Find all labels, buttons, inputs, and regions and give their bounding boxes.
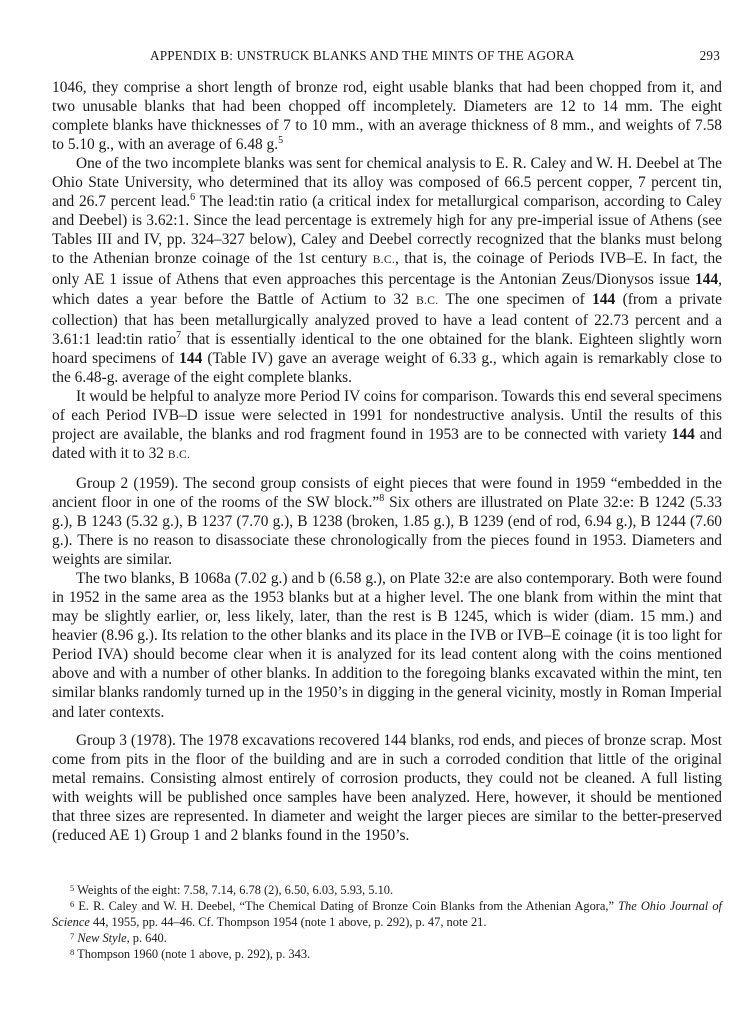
footnote-7: $^7$ New Style, p. 640. <box>70 931 167 946</box>
variety-ref: 144 <box>592 290 616 308</box>
paragraph-3: It would be helpful to analyze more Period IV coins for comparison. Towards this end several specimens of each Period IVB–D issue were selected in 1991 for nondestructive analysis. Until the results of this project are available, the blanks and rod fragment found in 1953 are to be connected with variety 144 and dated with it to 32 B.C. <box>52 387 722 462</box>
footnote-ref-5[interactable]: 5 <box>278 135 284 147</box>
page-number: 293 <box>699 48 720 63</box>
paragraph-2: One of the two incomplete blanks was sent for chemical analysis to E. R. Caley and W. H. Deebel at The Ohio State University, who determined that its alloy was composed of 66.5 percent copper, 7 percent tin, and 26.7 percent lead.$^6$ The lead:tin ratio (a critical index for metallurgical comparison, according to Caley and Deebel) is 3.62:1. Since the lead percentage is extremely high for any pre-imperial issue of Athens (see Tables III and IV, pp. 324–327 below), Caley and Deebel correctly recognized that the blanks must belong to the Athenian bronze coinage of the 1st century B.C., that is, the coinage of Periods IVB–E. In fact, the only AE 1 issue of Athens that even approaches this percentage is the Antonian Zeus/Dionysos issue 144, which dates a year before the Battle of Actium to 32 B.C. The one specimen of 144 (from a private collection) that has been metallurgically analyzed proved to have a lead content of 22.73 percent and a 3.61:1 lead:tin ratio$^7$ that is essentially identical to the one obtained for the blank. Eighteen slightly worn hoard specimens of 144 (Table IV) gave an average weight of 6.33 g., which again is remarkably close to the 6.48-g. average of the eight complete blanks. <box>52 155 723 386</box>
footnote-ref-8[interactable]: 8 <box>379 492 385 504</box>
paragraph-5: The two blanks, B 1068a (7.02 g.) and b (6.58 g.), on Plate 32:e are also contemporary. Both were found in 1952 in the same area as the 1953 blanks but at a higher level. The one blank from within the mint that may be slightly earlier, or, less likely, later, than the rest is B 1245, which is wider (diam. 15 mm.) and heavier (8.96 g.). Its relation to the other blanks and its place in the IVB or IVB–E coinage (it is too light for Period IVA) should become clear when it is analyzed for its lead content along with the coins mentioned above and with a number of other blanks. In addition to the foregoing blanks excavated within the mint, ten similar blanks randomly turned up in the 1950’s in digging in the general vicinity, mostly in Roman Imperial and later contexts. <box>52 570 722 721</box>
footnote-5: $^5$ Weights of the eight: 7.58, 7.14, 6.78 (2), 6.50, 6.03, 5.93, 5.10. <box>70 883 394 897</box>
variety-ref: 144 <box>671 425 695 443</box>
paragraph-group-3: Group 3 (1978). The 1978 excavations recovered 144 blanks, rod ends, and pieces of bronze scrap. Most come from pits in the floor of the building and are in such a corroded condition that little of the original metal remains. Consisting almost entirely of corrosion products, they could not be cleaned. A full listing with weights will be published once samples have been analyzed. Here, however, it should be mentioned that three sizes are represented. In diameter and weight the larger pieces are similar to the better-preserved (reduced AE 1) Group 1 and 2 blanks found in the 1950’s. <box>52 731 722 844</box>
paragraph-1: 1046, they comprise a short length of bronze rod, eight usable blanks that had been chopped from it, and two unusable blanks that had been chopped off incompletely. Diameters are 12 to 14 mm. The eight complete blanks have thicknesses of 7 to 10 mm., with an average thickness of 8 mm., and weights of 7.58 to 5.10 g., with an average of 6.48 g.$^5$ <box>52 79 722 154</box>
variety-ref: 144 <box>695 271 719 289</box>
footnotes <box>52 882 722 962</box>
paragraph-group-2: Group 2 (1959). The second group consists of eight pieces that were found in 1959 “embedded in the ancient floor in one of the rooms of the SW block.”$^8$ Six others are illustrated on Plate 32:e: B 1242 (5.33 g.), B 1243 (5.32 g.), B 1237 (7.70 g.), B 1238 (broken, 1.85 g.), B 1239 (end of rod, 6.94 g.), B 1244 (7.60 g.). There is no reason to disassociate these chronologically from the pieces found in 1953. Diameters and weights are similar. <box>52 474 722 569</box>
running-title: APPENDIX B: UNSTRUCK BLANKS AND THE MINTS OF THE AGORA <box>150 48 575 63</box>
footnote-8: $^8$ Thompson 1960 (note 1 above, p. 292), p. 343. <box>70 947 311 962</box>
footnote-6: $^6$ E. R. Caley and W. H. Deebel, “The Chemical Dating of Bronze Coin Blanks from the Athenian Agora,” The Ohio Journal of Science 44, 1955, pp. 44–46. Cf. Thompson 1954 (note 1 above, p. 292), p. 47, note 21. <box>52 899 722 930</box>
footnote-ref-6[interactable]: 6 <box>190 192 196 204</box>
footnote-ref-7[interactable]: 7 <box>176 329 182 341</box>
main-text <box>52 78 722 845</box>
variety-ref: 144 <box>179 349 203 367</box>
